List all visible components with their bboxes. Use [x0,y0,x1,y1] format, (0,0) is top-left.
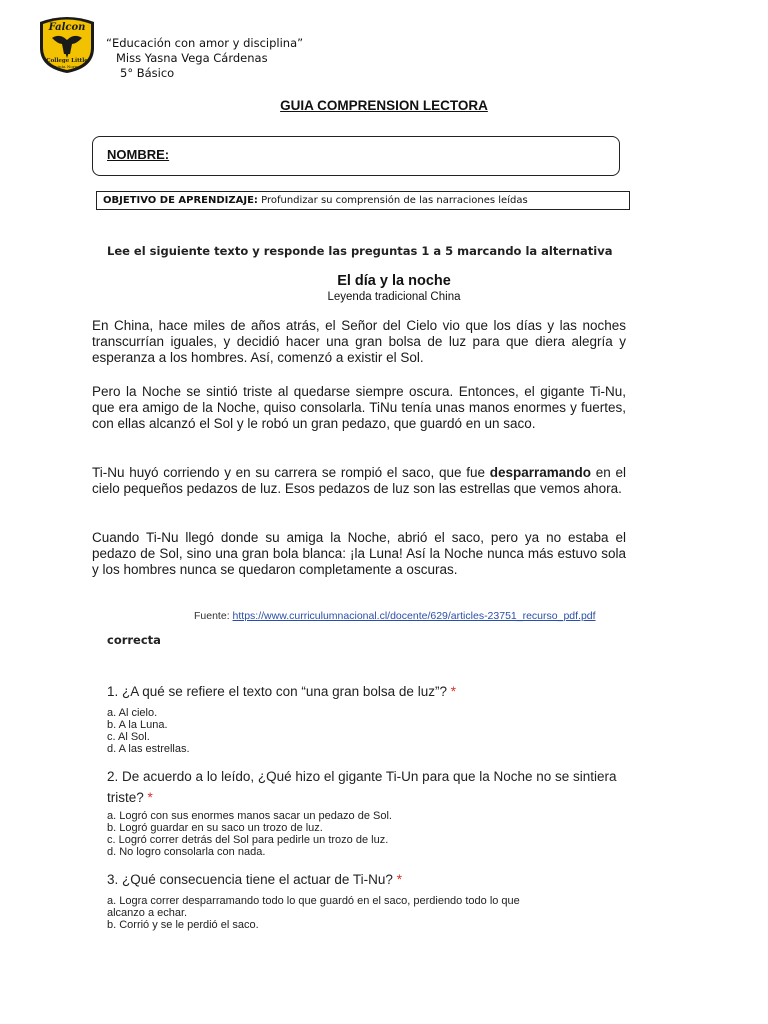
question-1-options [107,707,627,755]
nombre-field[interactable] [92,136,620,176]
question-2: 2. De acuerdo a lo leído, ¿Qué hizo el gigante Ti-Un para que la Noche no se sintiera triste? * [107,769,617,805]
option[interactable]: d. No logro consolarla con nada. [107,846,266,858]
question-3-options [107,895,627,931]
option[interactable]: a. Logra correr desparramando todo lo que guardó en el saco, perdiendo todo lo que [107,895,520,907]
objetivo-box [96,191,630,210]
objetivo-label: OBJETIVO DE APRENDIZAJE: [103,195,258,206]
page-title: GUIA COMPRENSION LECTORA [280,98,488,113]
header-info [106,36,303,81]
required-star: * [450,684,456,699]
story-paragraph-4: Cuando Ti-Nu llegó donde su amiga la Noche, abrió el saco, pero ya no estaba el pedazo de Sol, sino una gran bola blanca: ¡la Luna! Así la Noche nunca más estuvo sola y los hombres nunca se quedaron completamente a oscuras. [92,530,626,578]
bold-word: desparramando [489,465,592,480]
story-subtitle: Leyenda tradicional China [327,291,461,303]
required-star: * [147,790,153,805]
option[interactable]: b. A la Luna. [107,719,168,731]
objetivo-text: Profundizar su comprensión de las narraciones leídas [257,195,528,206]
logo-subtitle-text: College Little [46,58,88,64]
school-logo [36,14,98,74]
instruction-continued: correcta [107,633,161,647]
question-1: 1. ¿A qué se refiere el texto con “una gran bolsa de luz”? * [107,684,456,699]
source-label: Fuente: [194,610,233,622]
instruction: Lee el siguiente texto y responde las preguntas 1 a 5 marcando la alternativa [107,244,613,258]
required-star: * [396,872,402,887]
story-title: El día y la noche [337,273,451,289]
option[interactable]: b. Logró guardar en su saco un trozo de luz. [107,822,323,834]
motto: “Educación con amor y disciplina” [106,36,304,50]
teacher-name: Miss Yasna Vega Cárdenas [116,51,268,65]
option[interactable]: c. Al Sol. [107,731,150,743]
option[interactable]: c. Logró correr detrás del Sol para pedirle un trozo de luz. [107,834,389,846]
option[interactable]: a. Logró con sus enormes manos sacar un pedazo de Sol. [107,810,392,822]
story-heading [0,273,768,303]
option[interactable]: d. A las estrellas. [107,743,190,755]
logo-name-text: Falcon [48,22,86,33]
grade: 5° Básico [120,66,175,80]
source-line [194,610,596,622]
story-paragraph-3: Ti-Nu huyó corriendo y en su carrera se rompió el saco, que fue desparramando en el cielo pequeños pedazos de luz. Esos pedazos de luz son las estrellas que vemos ahora. [92,465,627,497]
logo-location-text: Quinta Normal [51,64,83,69]
source-link[interactable]: https://www.curriculumnacional.cl/docente/629/articles-23751_recurso_pdf.pdf [232,610,596,622]
option-continued: alcanzo a echar. [107,907,188,919]
story-paragraph-2: Pero la Noche se sintió triste al quedarse siempre oscura. Entonces, el gigante Ti-Nu, que era amigo de la Noche, quiso consolarla. TiNu tenía unas manos enormes y fuertes, con ellas alcanzó el Sol y le robó un gran pedazo, que guardó en un saco. [92,384,626,432]
option[interactable]: a. Al cielo. [107,707,158,719]
question-2-options [107,810,627,858]
question-3: 3. ¿Qué consecuencia tiene el actuar de Ti-Nu? * [107,872,402,887]
nombre-label: NOMBRE: [107,147,170,162]
option[interactable]: b. Corrió y se le perdió el saco. [107,919,259,931]
story-paragraph-1: En China, hace miles de años atrás, el Señor del Cielo vio que los días y las noches transcurrían iguales, y decidió hacer una gran bolsa de luz para que diera alegría y esperanza a los hombres. Así, comenzó a existir el Sol. [92,318,626,366]
